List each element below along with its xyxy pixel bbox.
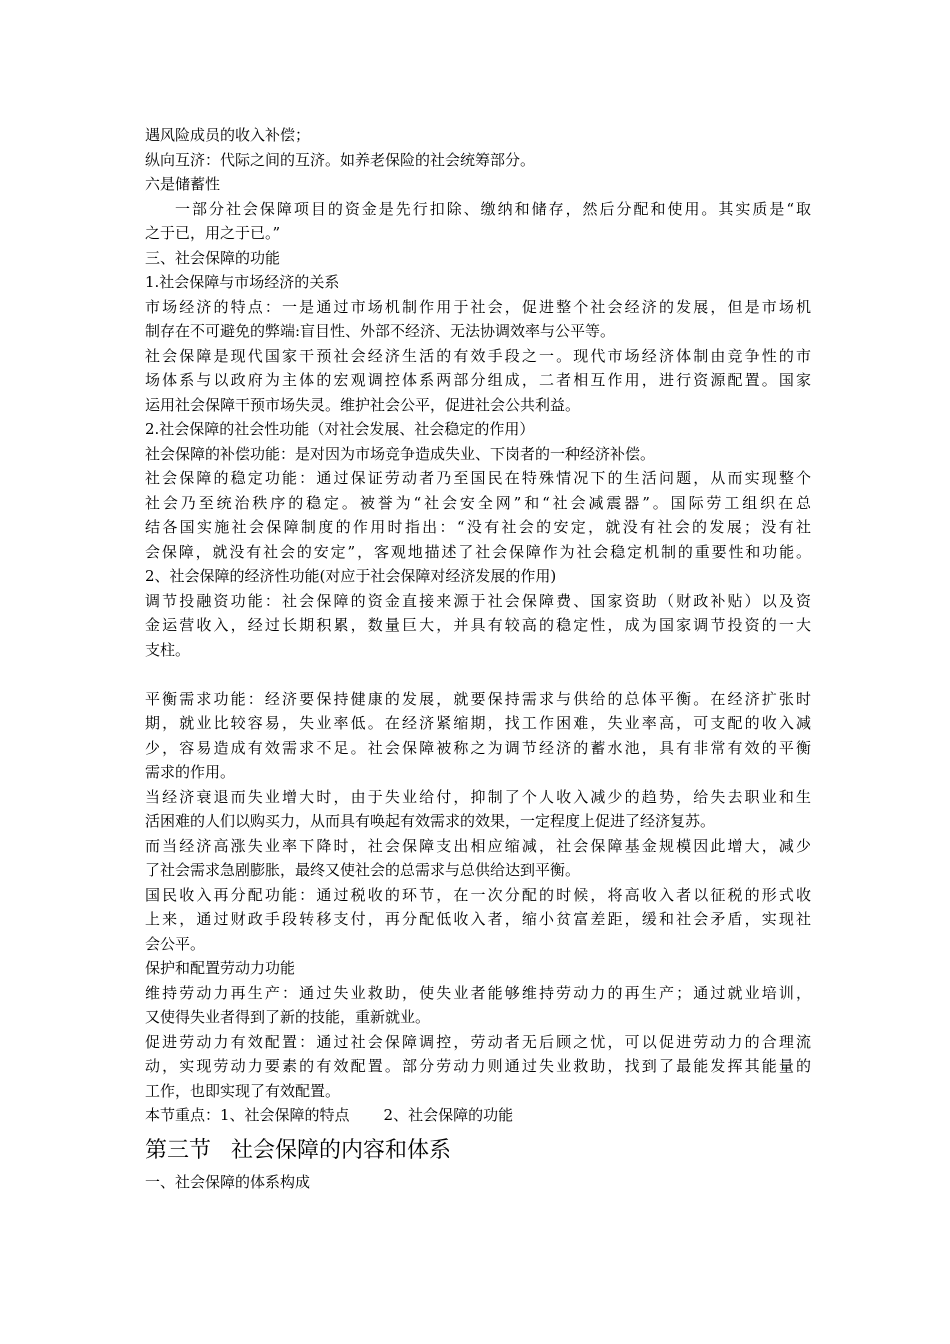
key-points-item-2: 2、社会保障的功能 <box>383 1106 514 1124</box>
subheading-system: 一、社会保障的体系构成 <box>145 1172 311 1191</box>
text-line: 促进劳动力有效配置：通过社会保障调控，劳动者无后顾之忧，可以促进劳动力的合理流 <box>145 1032 811 1051</box>
text-line: 活困难的人们以购买力，从而具有唤起有效需求的效果，一定程度上促进了经济复苏。 <box>145 812 716 830</box>
text-line: 运用社会保障干预市场失灵。维护社会公平，促进社会公共利益。 <box>145 395 581 414</box>
section-number: 第三节 <box>145 1137 212 1163</box>
text-line: 社会保障是现代国家干预社会经济生活的有效手段之一。现代市场经济体制由竞争性的市 <box>145 346 811 365</box>
subheading-market: 1.社会保障与市场经济的关系 <box>145 273 340 291</box>
text-line: 调节投融资功能：社会保障的资金直接来源于社会保障费、国家资助（财政补贴）以及资 <box>145 591 811 610</box>
text-line: 会公平。 <box>145 934 206 953</box>
document-page <box>145 123 811 1194</box>
key-points <box>145 1103 811 1128</box>
subheading-social: 2.社会保障的社会性功能（对社会发展、社会稳定的作用） <box>145 420 535 438</box>
text-line: 需求的作用。 <box>145 763 236 781</box>
text-line: 又使得失业者得到了新的技能，重新就业。 <box>145 1008 431 1026</box>
text-line: 遇风险成员的收入补偿； <box>145 126 311 144</box>
text-line: 上来，通过财政手段转移支付，再分配低收入者，缩小贫富差距，缓和社会矛盾，实现社 <box>145 910 811 928</box>
text-line: 一部分社会保障项目的资金是先行扣除、缴纳和储存，然后分配和使用。其实质是“取 <box>175 199 811 218</box>
text-line: 工作，也即实现了有效配置。 <box>145 1081 341 1100</box>
text-line: 社会保障的补偿功能：是对因为市场竞争造成失业、下岗者的一种经济补偿。 <box>145 444 656 463</box>
text-line: 场体系与以政府为主体的宏观调控体系两部分组成，二者相互作用，进行资源配置。国家 <box>145 371 811 389</box>
text-line: 国民收入再分配功能：通过税收的环节，在一次分配的时候，将高收入者以征税的形式收 <box>145 885 811 904</box>
text-line: 而当经济高涨失业率下降时，社会保障支出相应缩减，社会保障基金规模因此增大，减少 <box>145 836 811 855</box>
text-line: 社会乃至统治秩序的稳定。被誉为“社会安全网”和“社会减震器”。国际劳工组织在总 <box>145 493 811 512</box>
text-line: 维持劳动力再生产：通过失业救助，使失业者能够维持劳动力的再生产；通过就业培训， <box>145 983 811 1002</box>
subheading-economic: 2、社会保障的经济性功能(对应于社会保障对经济发展的作用) <box>145 567 557 585</box>
text-line: 期，就业比较容易，失业率低。在经济紧缩期，找工作困难，失业率高，可支配的收入减 <box>145 714 811 732</box>
section-heading <box>145 1136 811 1166</box>
text-line: 少，容易造成有效需求不足。社会保障被称之为调节经济的蓄水池，具有非常有效的平衡 <box>145 738 811 757</box>
heading-functions: 三、社会保障的功能 <box>145 248 281 267</box>
text-line: 金运营收入，经过长期积累，数量巨大，并具有较高的稳定性，成为国家调节投资的一大 <box>145 616 811 634</box>
text-line: 制存在不可避免的弊端:盲目性、外部不经济、无法协调效率与公平等。 <box>145 322 616 340</box>
text-line: 之于已，用之于已。” <box>145 224 281 242</box>
text-line: 结各国实施社会保障制度的作用时指出：“没有社会的安定，就没有社会的发展；没有社 <box>145 518 811 536</box>
blank-line <box>145 662 811 687</box>
text-line: 支柱。 <box>145 640 191 659</box>
key-points-label: 本节重点：1、社会保障的特点 <box>145 1106 350 1124</box>
text-line: 六是储蓄性 <box>145 175 221 193</box>
text-line: 当经济衰退而失业增大时，由于失业给付，抑制了个人收入减少的趋势，给失去职业和生 <box>145 787 811 806</box>
text-line: 纵向互济：代际之间的互济。如养老保险的社会统筹部分。 <box>145 150 536 169</box>
text-line: 了社会需求急剧膨胀，最终又使社会的总需求与总供给达到平衡。 <box>145 861 581 879</box>
text-line: 平衡需求功能：经济要保持健康的发展，就要保持需求与供给的总体平衡。在经济扩张时 <box>145 689 811 708</box>
text-line: 社会保障的稳定功能：通过保证劳动者乃至国民在特殊情况下的生活问题，从而实现整个 <box>145 469 811 487</box>
text-line: 市场经济的特点：一是通过市场机制作用于社会，促进整个社会经济的发展，但是市场机 <box>145 297 811 316</box>
section-title: 社会保障的内容和体系 <box>231 1137 452 1163</box>
text-line: 会保障，就没有社会的安定”，客观地描述了社会保障作为社会稳定机制的重要性和功能。 <box>145 542 811 561</box>
subheading-labor: 保护和配置劳动力功能 <box>145 959 296 977</box>
text-line: 动，实现劳动力要素的有效配置。部分劳动力则通过失业救助，找到了最能发挥其能量的 <box>145 1057 811 1075</box>
